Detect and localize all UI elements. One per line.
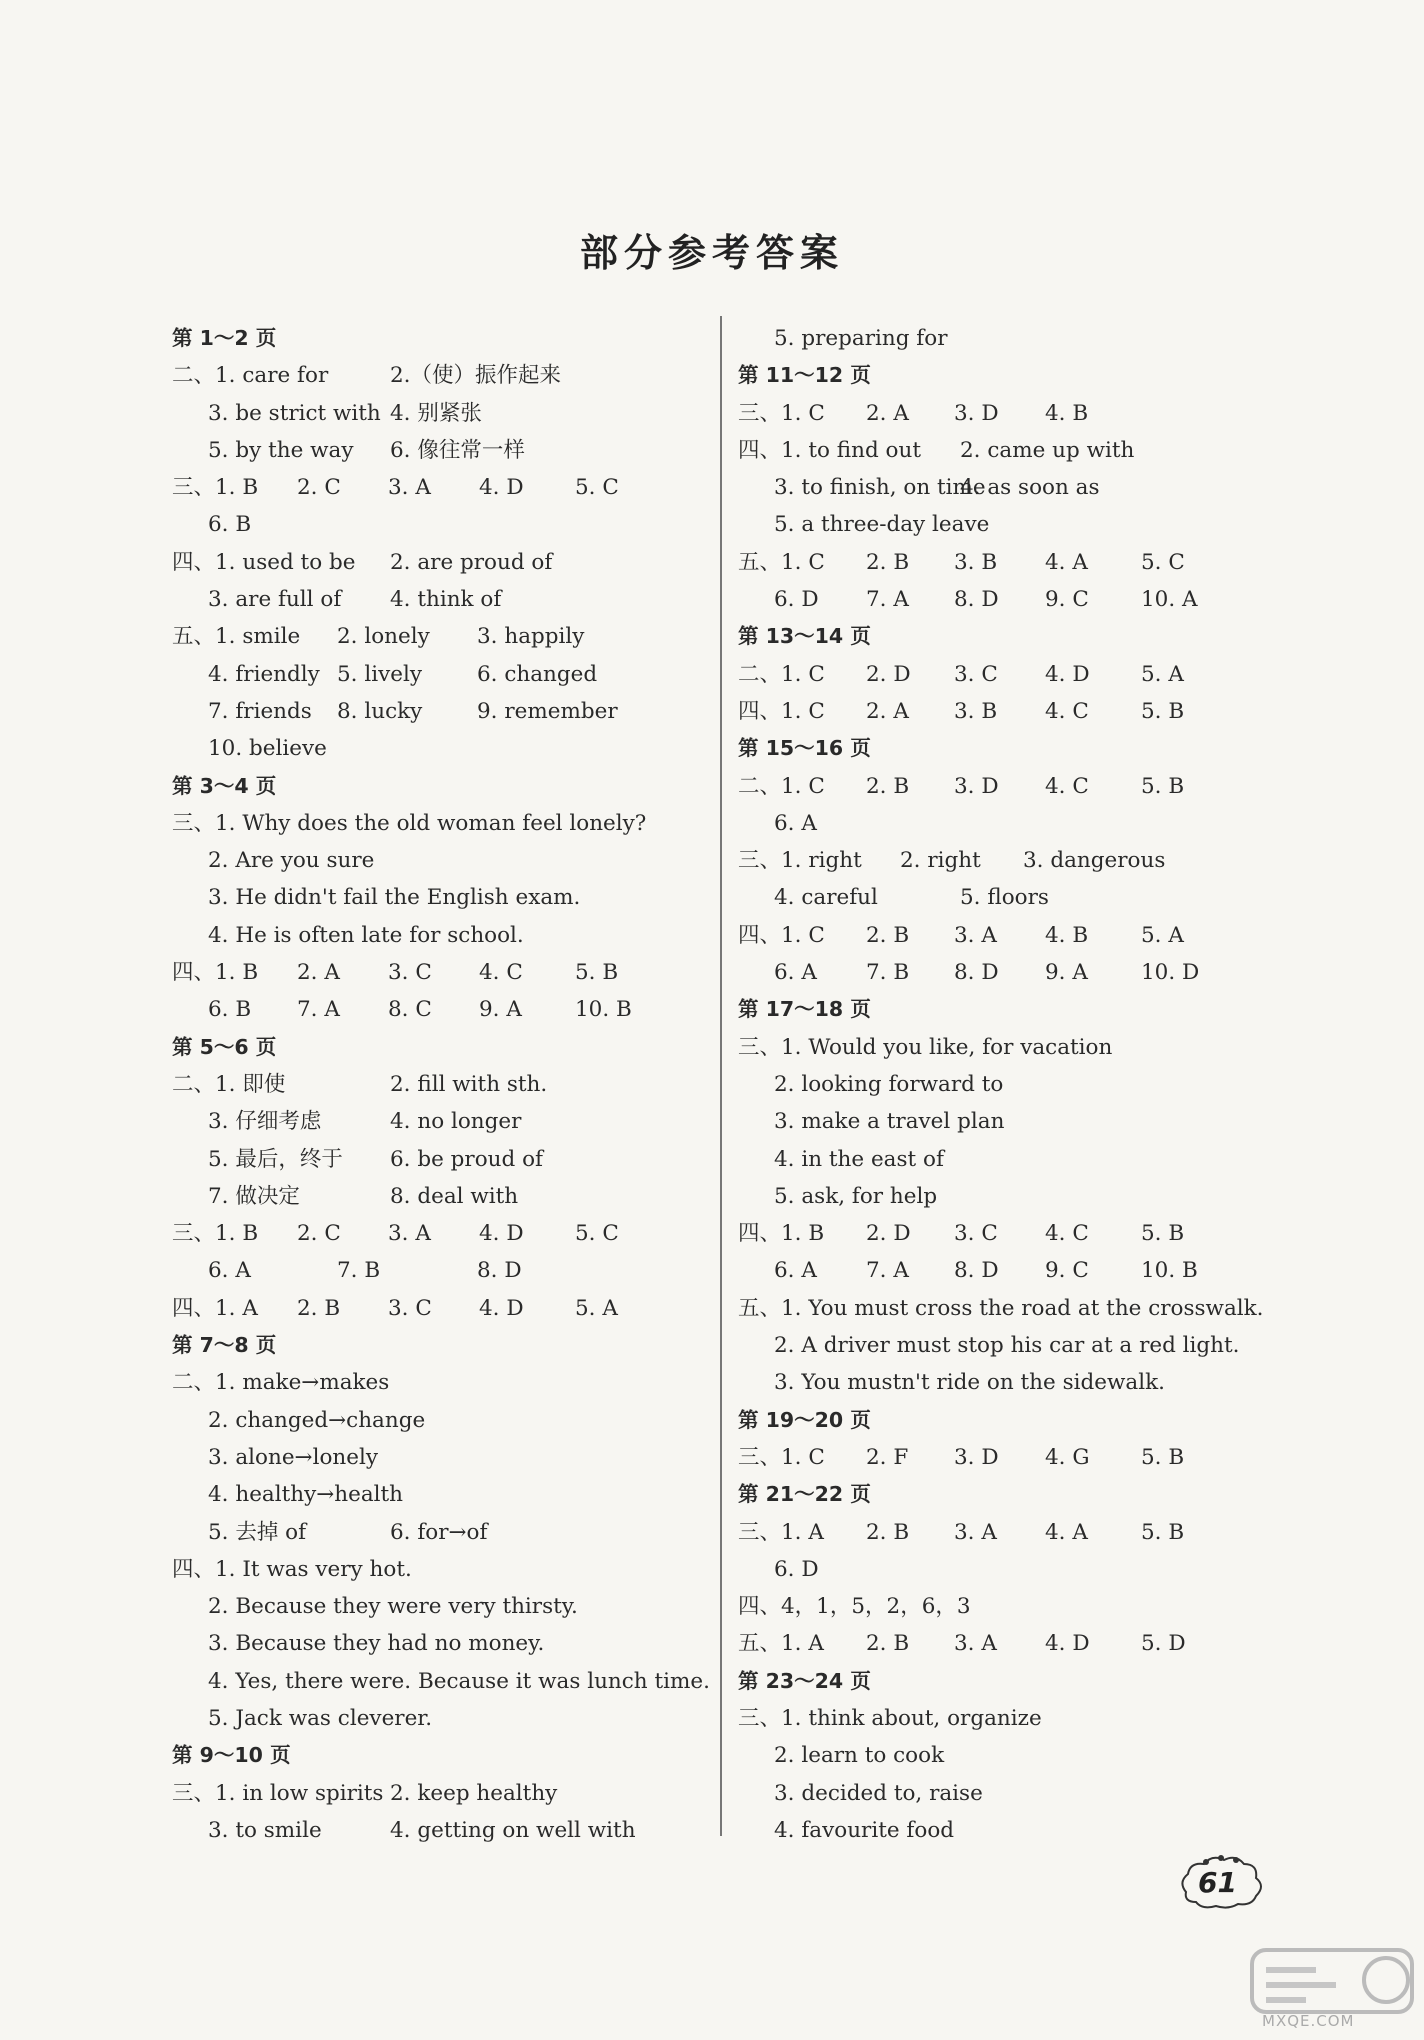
answer-item: 第 5～6 页 [172, 1034, 277, 1059]
answer-item: 4. Yes, there were. Because it was lunch time. [208, 1668, 710, 1694]
answer-item: 二、1. C [738, 773, 825, 799]
answer-item: 4. as soon as [960, 475, 1100, 501]
answer-item: 4. C [1045, 1221, 1089, 1247]
answer-item: 四、1. B [738, 1221, 825, 1247]
answer-item: 四、4，1，5，2，6，3 [738, 1594, 971, 1620]
answer-item: 9. A [479, 997, 522, 1023]
answer-item: 8. D [954, 960, 999, 986]
section-heading [738, 730, 1298, 767]
answer-line [738, 1700, 1298, 1737]
answer-item: 2. B [866, 1519, 910, 1545]
section-heading [172, 768, 708, 805]
answer-line [172, 1402, 708, 1439]
answer-item: 三、1. in low spirits [172, 1780, 384, 1806]
answer-item: 4. careful [774, 885, 878, 911]
answer-item: 3. 仔细考虑 [208, 1109, 322, 1135]
answer-item: 3. D [954, 1444, 999, 1470]
answer-item: 2.（使）振作起来 [390, 363, 562, 389]
answer-item: 第 13～14 页 [738, 624, 871, 649]
answer-item: 9. remember [477, 698, 618, 724]
answer-item: 6. A [774, 960, 817, 986]
answer-line [738, 1141, 1298, 1178]
answer-line [172, 618, 708, 655]
answer-item: 8. C [388, 997, 432, 1023]
answer-item: 五、1. A [738, 1631, 824, 1657]
answer-item: 5. a three-day leave [774, 512, 990, 538]
answer-line [738, 1103, 1298, 1140]
answer-item: 3. make a travel plan [774, 1109, 1005, 1135]
answer-line [172, 730, 708, 767]
answer-item: 4. getting on well with [390, 1817, 636, 1843]
answer-item: 3. A [954, 922, 997, 948]
answer-item: 7. A [297, 997, 340, 1023]
answer-item: 二、1. care for [172, 363, 329, 389]
answer-line [738, 842, 1298, 879]
answer-line [738, 1029, 1298, 1066]
section-heading [172, 320, 708, 357]
answer-line [738, 1514, 1298, 1551]
answer-item: 5. A [1141, 661, 1184, 687]
answer-item: 5. B [1141, 1444, 1185, 1470]
answer-line [172, 1775, 708, 1812]
answer-line [738, 879, 1298, 916]
answer-item: 4. in the east of [774, 1146, 944, 1172]
page-number: 61 [1198, 1866, 1237, 1899]
answer-item: 第 7～8 页 [172, 1333, 277, 1358]
answer-item: 2. D [866, 1221, 911, 1247]
answer-line [172, 1215, 708, 1252]
answer-item: 5. 最后，终于 [208, 1146, 343, 1172]
answer-item: 4. D [1045, 1631, 1090, 1657]
answer-item: 2. A [297, 960, 340, 986]
section-heading [738, 991, 1298, 1028]
answer-item: 2. F [866, 1444, 909, 1470]
answer-item: 2. fill with sth. [390, 1071, 548, 1097]
answer-item: 3. He didn't fail the English exam. [208, 885, 581, 911]
answer-item: 第 17～18 页 [738, 997, 871, 1022]
answer-item: 3. B [954, 549, 998, 575]
answer-item: 5. floors [960, 885, 1049, 911]
answer-item: 2. Because they were very thirsty. [208, 1594, 578, 1620]
answer-item: 2. came up with [960, 437, 1135, 463]
answer-item: 8. deal with [390, 1183, 519, 1209]
answer-line [172, 917, 708, 954]
answer-column-left [172, 320, 708, 1849]
answer-item: 第 9～10 页 [172, 1743, 291, 1768]
answer-item: 2. are proud of [390, 549, 553, 575]
answer-line [172, 954, 708, 991]
answer-item: 5. B [575, 960, 619, 986]
answer-item: 7. B [866, 960, 910, 986]
answer-item: 三、1. Why does the old woman feel lonely? [172, 810, 647, 836]
answer-item: 9. C [1045, 587, 1089, 613]
answer-item: 6. A [774, 810, 817, 836]
answer-item: 9. C [1045, 1258, 1089, 1284]
answer-item: 第 21～22 页 [738, 1482, 871, 1507]
answer-line [172, 357, 708, 394]
answer-line [172, 581, 708, 618]
answer-line [172, 432, 708, 469]
answer-item: 3. to smile [208, 1817, 322, 1843]
watermark-text: MXQE.COM [1262, 2012, 1355, 2030]
answer-item: 4. D [1045, 661, 1090, 687]
section-heading [172, 1327, 708, 1364]
answer-line [172, 1066, 708, 1103]
answer-item: 2. learn to cook [774, 1743, 945, 1769]
answer-item: 4. no longer [390, 1109, 522, 1135]
answer-item: 5. preparing for [774, 326, 948, 351]
answer-line [172, 1252, 708, 1289]
answer-item: 四、1. C [738, 922, 825, 948]
answer-item: 3. happily [477, 624, 585, 650]
answer-item: 2. B [297, 1295, 341, 1321]
answer-item: 4. friendly [208, 661, 320, 687]
answer-line [738, 1290, 1298, 1327]
answer-line [738, 1625, 1298, 1662]
answer-line [738, 693, 1298, 730]
answer-item: 三、1. A [738, 1519, 824, 1545]
answer-item: 五、1. C [738, 549, 825, 575]
answer-item: 2. B [866, 1631, 910, 1657]
answer-item: 3. A [388, 1221, 431, 1247]
answer-line [172, 1700, 708, 1737]
answer-item: 6. B [208, 997, 252, 1023]
answer-item: 4. C [1045, 773, 1089, 799]
answer-line [738, 1252, 1298, 1289]
answer-item: 5. B [1141, 1519, 1185, 1545]
answer-line [738, 395, 1298, 432]
answer-item: 3. alone→lonely [208, 1444, 378, 1470]
answer-item: 4. A [1045, 549, 1088, 575]
section-heading [738, 357, 1298, 394]
answer-item: 8. lucky [337, 698, 423, 724]
answer-line [172, 805, 708, 842]
answer-line [172, 1551, 708, 1588]
answer-item: 三、1. Would you like, for vacation [738, 1034, 1113, 1060]
answer-item: 第 19～20 页 [738, 1407, 871, 1432]
answer-item: 二、1. make→makes [172, 1370, 390, 1396]
answer-item: 3. A [954, 1631, 997, 1657]
answer-item: 四、1. It was very hot. [172, 1556, 412, 1582]
answer-item: 第 11～12 页 [738, 363, 871, 388]
section-heading [738, 618, 1298, 655]
answer-line [738, 469, 1298, 506]
answer-item: 6. D [774, 587, 819, 613]
answer-item: 3. Because they had no money. [208, 1631, 545, 1657]
answer-line [738, 1364, 1298, 1401]
answer-item: 四、1. to find out [738, 437, 921, 463]
answer-item: 3. are full of [208, 587, 342, 613]
answer-line [738, 1551, 1298, 1588]
answer-item: 第 1～2 页 [172, 326, 277, 350]
answer-line [738, 320, 1298, 357]
answer-line [172, 1588, 708, 1625]
answer-line [172, 842, 708, 879]
answer-line [738, 1737, 1298, 1774]
answer-line [172, 1476, 708, 1513]
section-heading [738, 1476, 1298, 1513]
answer-item: 5. ask, for help [774, 1183, 938, 1209]
answer-item: 9. A [1045, 960, 1088, 986]
answer-item: 10. A [1141, 587, 1198, 613]
answer-item: 10. B [1141, 1258, 1198, 1284]
answer-item: 8. D [954, 587, 999, 613]
answer-item: 4. D [479, 1295, 524, 1321]
answer-item: 三、1. B [172, 475, 259, 501]
answer-item: 5. lively [337, 661, 422, 687]
answer-item: 4. A [1045, 1519, 1088, 1545]
page-title: 部分参考答案 [579, 231, 844, 275]
answer-item: 4. D [479, 475, 524, 501]
answer-item: 三、1. think about, organize [738, 1705, 1042, 1731]
answer-item: 4. C [1045, 698, 1089, 724]
answer-line [738, 1178, 1298, 1215]
answer-item: 6. A [774, 1258, 817, 1284]
answer-line [738, 1588, 1298, 1625]
answer-item: 4. He is often late for school. [208, 922, 524, 948]
section-heading [738, 1402, 1298, 1439]
answer-line [738, 917, 1298, 954]
answer-line [172, 506, 708, 543]
answer-item: 7. B [337, 1258, 381, 1284]
answer-item: 三、1. B [172, 1221, 259, 1247]
answer-item: 5. B [1141, 773, 1185, 799]
answer-line [738, 1775, 1298, 1812]
answer-item: 5. C [575, 475, 619, 501]
answer-item: 6. 像往常一样 [390, 437, 525, 463]
answer-line [172, 1141, 708, 1178]
answer-item: 4. think of [390, 587, 502, 613]
answer-item: 6. B [208, 512, 252, 538]
answer-line [172, 1812, 708, 1849]
answer-item: 四、1. A [172, 1295, 258, 1321]
answer-item: 五、1. smile [172, 624, 301, 650]
section-heading [172, 1737, 708, 1774]
answer-line [172, 544, 708, 581]
answer-item: 2. A [866, 400, 909, 426]
answer-line [738, 805, 1298, 842]
answer-item: 3. decided to, raise [774, 1780, 983, 1806]
answer-item: 2. B [866, 773, 910, 799]
answer-item: 3. C [388, 1295, 432, 1321]
answer-item: 7. 做决定 [208, 1183, 300, 1209]
answer-item: 3. C [954, 661, 998, 687]
answer-item: 2. D [866, 661, 911, 687]
answer-item: 7. A [866, 1258, 909, 1284]
answer-item: 6. changed [477, 661, 598, 687]
answer-item: 5. by the way [208, 437, 354, 463]
answer-item: 第 23～24 页 [738, 1668, 871, 1693]
section-heading [172, 1029, 708, 1066]
answer-item: 10. B [575, 997, 632, 1023]
answer-item: 2. B [866, 549, 910, 575]
answer-item: 10. believe [208, 736, 327, 762]
answer-line [172, 395, 708, 432]
answer-item: 5. Jack was cleverer. [208, 1705, 433, 1731]
answer-line [738, 1812, 1298, 1849]
answer-item: 二、1. 即使 [172, 1071, 286, 1097]
answer-item: 五、1. You must cross the road at the crosswalk. [738, 1295, 1264, 1321]
column-divider [720, 316, 722, 1836]
answer-item: 4. favourite food [774, 1817, 955, 1843]
answer-line [738, 544, 1298, 581]
answer-line [738, 954, 1298, 991]
answer-line [172, 1178, 708, 1215]
answer-item: 2. looking forward to [774, 1071, 1004, 1097]
answer-item: 3. C [388, 960, 432, 986]
answer-item: 2. Are you sure [208, 848, 375, 874]
answer-item: 3. You mustn't ride on the sidewalk. [774, 1370, 1165, 1396]
answer-line [738, 768, 1298, 805]
answer-item: 5. A [575, 1295, 618, 1321]
answer-item: 6. be proud of [390, 1146, 543, 1172]
answer-item: 第 15～16 页 [738, 736, 871, 761]
answer-item: 2. A driver must stop his car at a red light. [774, 1333, 1240, 1359]
answer-item: 2. B [866, 922, 910, 948]
answer-item: 5. B [1141, 698, 1185, 724]
answer-item: 四、1. used to be [172, 549, 356, 575]
answer-line [738, 1327, 1298, 1364]
answer-item: 7. A [866, 587, 909, 613]
answer-item: 5. 去掉 of [208, 1519, 307, 1545]
answer-item: 三、1. C [738, 1444, 825, 1470]
answer-item: 4. healthy→health [208, 1482, 404, 1508]
answer-line [172, 991, 708, 1028]
answer-item: 3. dangerous [1023, 848, 1166, 874]
answer-line [172, 693, 708, 730]
answer-item: 3. C [954, 1221, 998, 1247]
answer-item: 3. D [954, 400, 999, 426]
answer-item: 第 3～4 页 [172, 773, 277, 798]
answer-item: 6. D [774, 1556, 819, 1582]
answer-item: 四、1. C [738, 698, 825, 724]
answer-line [172, 1103, 708, 1140]
answer-line [738, 1066, 1298, 1103]
answer-line [172, 1439, 708, 1476]
answer-item: 7. friends [208, 698, 312, 724]
answer-item: 6. A [208, 1258, 251, 1284]
answer-item: 5. C [1141, 549, 1185, 575]
answer-item: 3. to finish, on time [774, 475, 986, 501]
answer-item: 5. A [1141, 922, 1184, 948]
answer-line [738, 1439, 1298, 1476]
answer-item: 3. D [954, 773, 999, 799]
answer-line [172, 1625, 708, 1662]
answer-item: 5. D [1141, 1631, 1186, 1657]
answer-item: 四、1. B [172, 960, 259, 986]
answer-line [172, 1290, 708, 1327]
answer-item: 2. changed→change [208, 1407, 426, 1433]
section-heading [738, 1663, 1298, 1700]
answer-item: 4. C [479, 960, 523, 986]
answer-item: 3. A [388, 475, 431, 501]
answer-line [738, 506, 1298, 543]
answer-line [738, 1215, 1298, 1252]
answer-item: 2. lonely [337, 624, 430, 650]
answer-line [738, 581, 1298, 618]
answer-item: 4. B [1045, 400, 1089, 426]
answer-line [738, 656, 1298, 693]
answer-item: 2. keep healthy [390, 1780, 558, 1806]
answer-item: 3. be strict with [208, 400, 381, 426]
answer-item: 4. 别紧张 [390, 400, 482, 426]
answer-item: 2. A [866, 698, 909, 724]
answer-item: 5. C [575, 1221, 619, 1247]
answer-item: 2. C [297, 475, 341, 501]
answer-line [738, 432, 1298, 469]
answer-line [172, 1364, 708, 1401]
answer-item: 三、1. right [738, 848, 862, 874]
answer-line [172, 1663, 708, 1700]
answer-item: 3. A [954, 1519, 997, 1545]
answer-item: 2. C [297, 1221, 341, 1247]
answer-item: 8. D [477, 1258, 522, 1284]
answer-item: 6. for→of [390, 1519, 488, 1545]
answer-line [172, 469, 708, 506]
answer-item: 8. D [954, 1258, 999, 1284]
answer-item: 5. B [1141, 1221, 1185, 1247]
answer-line [172, 879, 708, 916]
answer-item: 4. B [1045, 922, 1089, 948]
answer-line [172, 1514, 708, 1551]
answer-column-right [738, 320, 1298, 1849]
answer-item: 二、1. C [738, 661, 825, 687]
answer-item: 10. D [1141, 960, 1200, 986]
answer-item: 2. right [900, 848, 981, 874]
answer-item: 4. D [479, 1221, 524, 1247]
answer-item: 3. B [954, 698, 998, 724]
answer-line [172, 656, 708, 693]
answer-item: 三、1. C [738, 400, 825, 426]
answer-item: 4. G [1045, 1444, 1090, 1470]
